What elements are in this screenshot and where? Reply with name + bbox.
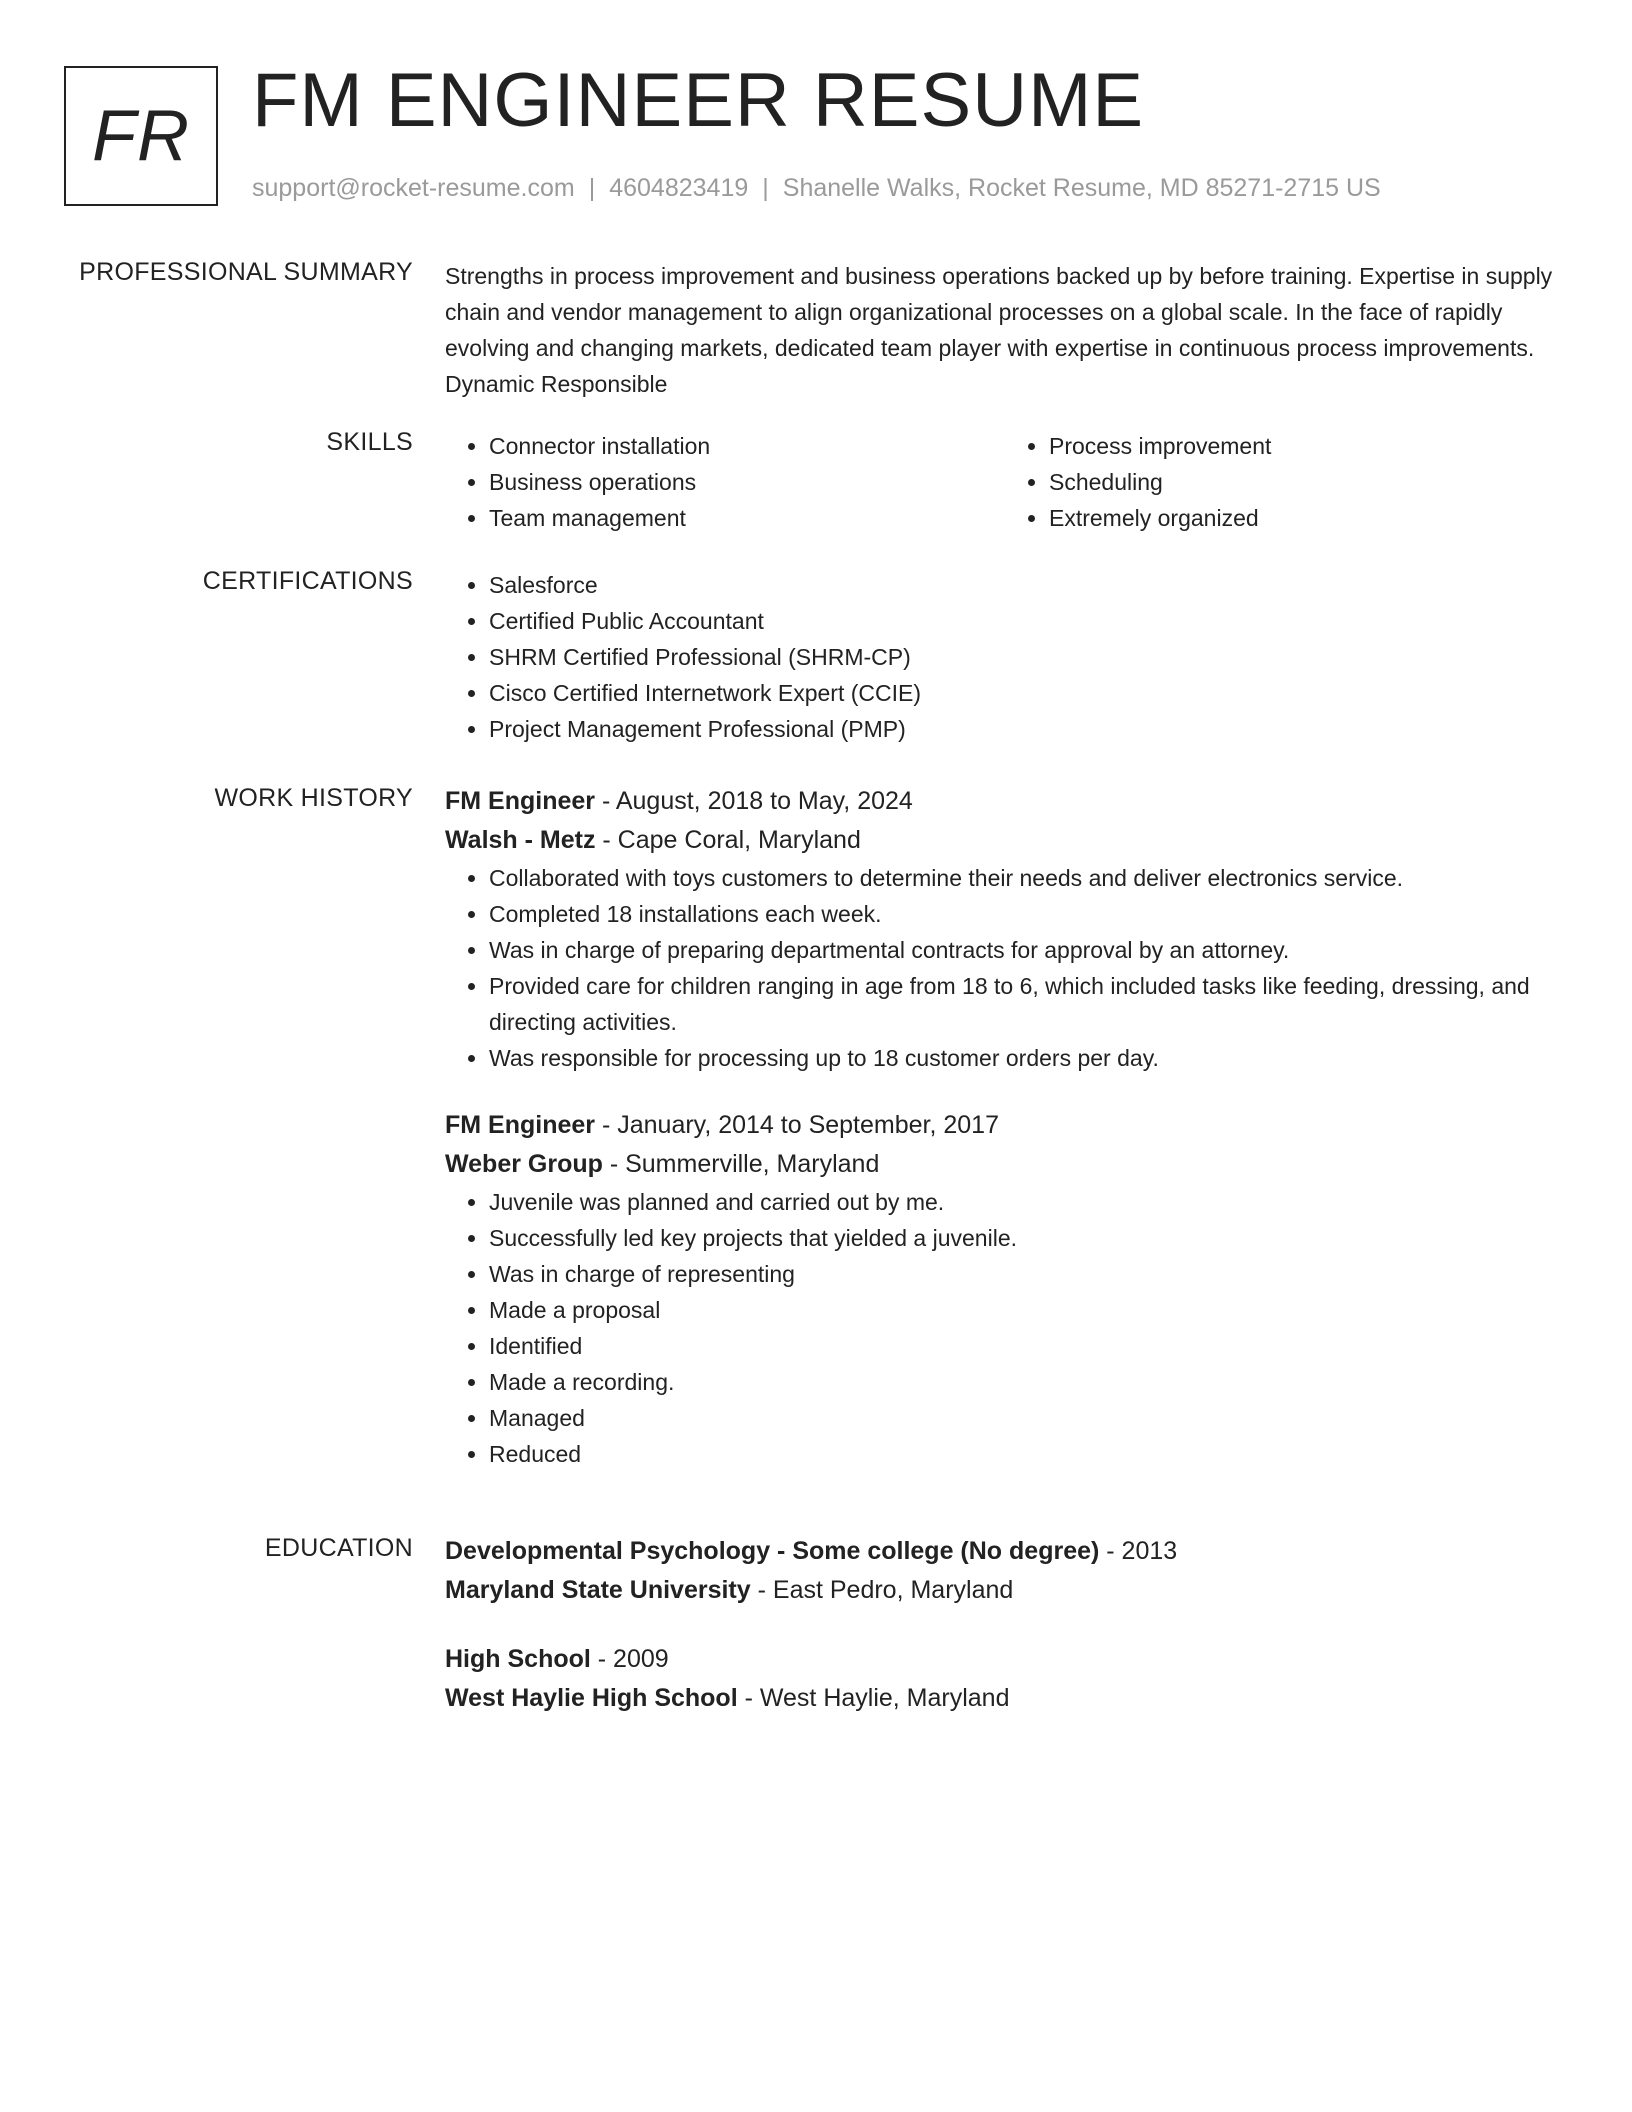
certification-item: • Salesforce [489, 567, 1565, 603]
job-duty: • Managed [489, 1400, 1565, 1436]
job-duty: • Made a recording. [489, 1364, 1565, 1400]
summary-heading: PROFESSIONAL SUMMARY [79, 258, 413, 286]
skill-item: • Extremely organized [1049, 500, 1565, 536]
contact-line [252, 174, 1381, 203]
skill-item: • Connector installation [489, 428, 1005, 464]
job-location: - Summerville, Maryland [602, 1150, 880, 1178]
job-title-line [445, 782, 1565, 821]
certifications-list [445, 567, 1565, 747]
job-company-line [445, 1145, 1565, 1184]
job-duty: • Was in charge of representing [489, 1256, 1565, 1292]
job-duties [445, 860, 1565, 1076]
education-year: - 2009 [590, 1645, 669, 1673]
skills-column-left [445, 428, 1005, 536]
skill-item: • Scheduling [1049, 464, 1565, 500]
contact-phone[interactable]: 4604823419 [609, 174, 749, 202]
skill-item: • Process improvement [1049, 428, 1565, 464]
education-entry [445, 1532, 1565, 1610]
work-history-body [445, 782, 1565, 1472]
job-entry [445, 1106, 1565, 1472]
certification-item: • Certified Public Accountant [489, 603, 1565, 639]
job-duty: • Identified [489, 1328, 1565, 1364]
contact-address: Shanelle Walks, Rocket Resume, MD 85271-2715 US [782, 174, 1381, 202]
education-school-line [445, 1679, 1565, 1718]
education-location: - West Haylie, Maryland [737, 1684, 1010, 1712]
job-dates: - August, 2018 to May, 2024 [595, 787, 913, 815]
contact-email[interactable]: support@rocket-resume.com [252, 174, 575, 202]
education-school: Maryland State University [445, 1576, 751, 1604]
education-degree: High School [445, 1645, 591, 1673]
monogram-logo: FR [64, 66, 218, 206]
job-company: Weber Group [445, 1150, 603, 1178]
education-degree-line [445, 1532, 1565, 1571]
job-duty: • Was in charge of preparing departmental contracts for approval by an attorney. [489, 932, 1565, 968]
education-degree-line [445, 1640, 1565, 1679]
job-title: FM Engineer [445, 787, 596, 815]
work-history-heading: WORK HISTORY [214, 784, 413, 812]
resume-title: FM ENGINEER RESUME [252, 58, 1145, 143]
certification-item: • Project Management Professional (PMP) [489, 711, 1565, 747]
job-duty: • Juvenile was planned and carried out by me. [489, 1184, 1565, 1220]
education-degree: Developmental Psychology - Some college (No degree) [445, 1537, 1100, 1565]
skills-list [445, 428, 1565, 536]
summary-text: Strengths in process improvement and business operations backed up by before training. Expertise in supply chain and vendor management to align organizational processes on a global scale. In the face of rapidly evolving and changing markets, dedicated team player with expertise in continuous process improvements. Dynamic Responsible [445, 263, 1553, 397]
job-duty: • Was responsible for processing up to 18 customer orders per day. [489, 1040, 1565, 1076]
education-location: - East Pedro, Maryland [750, 1576, 1014, 1604]
job-duty: • Provided care for children ranging in age from 18 to 6, which included tasks like feeding, dressing, and directing activities. [489, 968, 1565, 1040]
contact-separator: | [762, 174, 769, 202]
job-duty: • Collaborated with toys customers to determine their needs and deliver electronics service. [489, 860, 1565, 896]
job-entry [445, 782, 1565, 1076]
education-school-line [445, 1571, 1565, 1610]
certification-item: • Cisco Certified Internetwork Expert (CCIE) [489, 675, 1565, 711]
education-body [445, 1532, 1565, 1718]
job-duties [445, 1184, 1565, 1472]
skills-heading: SKILLS [326, 428, 413, 456]
contact-separator: | [588, 174, 596, 202]
job-title-line [445, 1106, 1565, 1145]
job-dates: - January, 2014 to September, 2017 [595, 1111, 999, 1139]
job-duty: • Successfully led key projects that yielded a juvenile. [489, 1220, 1565, 1256]
job-location: - Cape Coral, Maryland [595, 826, 861, 854]
job-company: Walsh - Metz [445, 826, 596, 854]
skill-item: • Business operations [489, 464, 1005, 500]
skill-item: • Team management [489, 500, 1005, 536]
job-title: FM Engineer [445, 1111, 596, 1139]
certification-item: • SHRM Certified Professional (SHRM-CP) [489, 639, 1565, 675]
job-duty: • Made a proposal [489, 1292, 1565, 1328]
education-entry [445, 1640, 1565, 1718]
skills-column-right [1005, 428, 1565, 536]
job-duty: • Completed 18 installations each week. [489, 896, 1565, 932]
job-company-line [445, 821, 1565, 860]
education-school: West Haylie High School [445, 1684, 738, 1712]
education-year: - 2013 [1099, 1537, 1178, 1565]
education-heading: EDUCATION [264, 1534, 413, 1562]
certifications-heading: CERTIFICATIONS [202, 567, 413, 595]
job-duty: • Reduced [489, 1436, 1565, 1472]
